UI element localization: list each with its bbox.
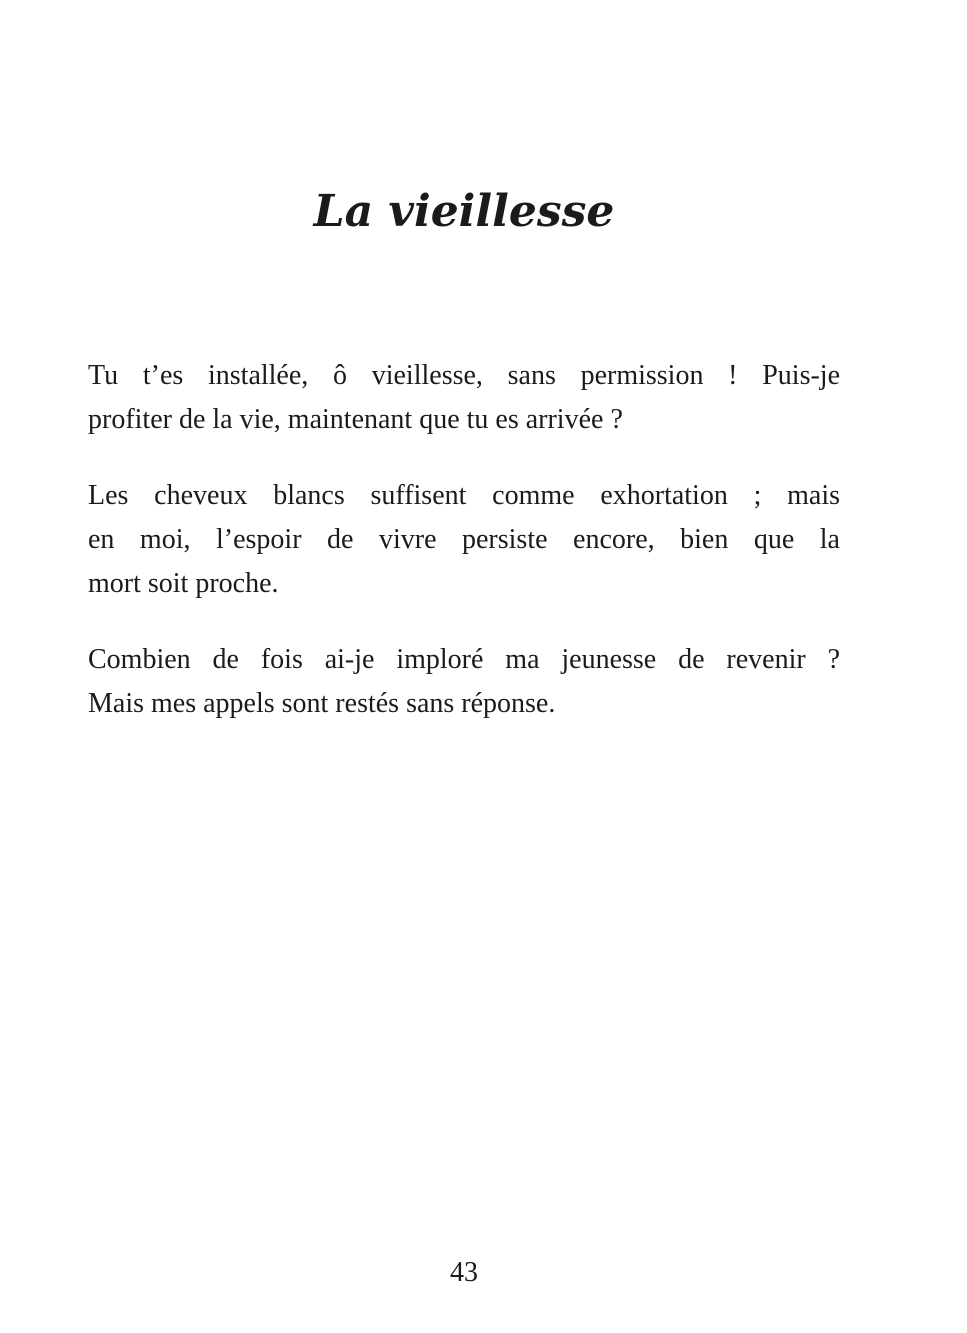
page-number: 43 <box>450 1257 478 1288</box>
text-line: Les cheveux blancs suffisent comme exhortation ; mais <box>88 480 840 511</box>
text-line: mort soit proche. <box>88 568 279 599</box>
paragraph <box>88 638 840 726</box>
text-line: en moi, l’espoir de vivre persiste encore, bien que la <box>88 524 840 555</box>
text-line: Mais mes appels sont restés sans réponse. <box>88 688 556 719</box>
text-line: Tu t’es installée, ô vieillesse, sans permission ! Puis-je <box>88 360 840 391</box>
paragraph <box>88 354 840 442</box>
text-line: Combien de fois ai-je imploré ma jeunesse de revenir ? <box>88 644 840 675</box>
text-line: profiter de la vie, maintenant que tu es arrivée ? <box>88 404 623 435</box>
body-text <box>88 354 840 758</box>
paragraph <box>88 474 840 606</box>
page-title: La vieillesse <box>313 186 615 237</box>
